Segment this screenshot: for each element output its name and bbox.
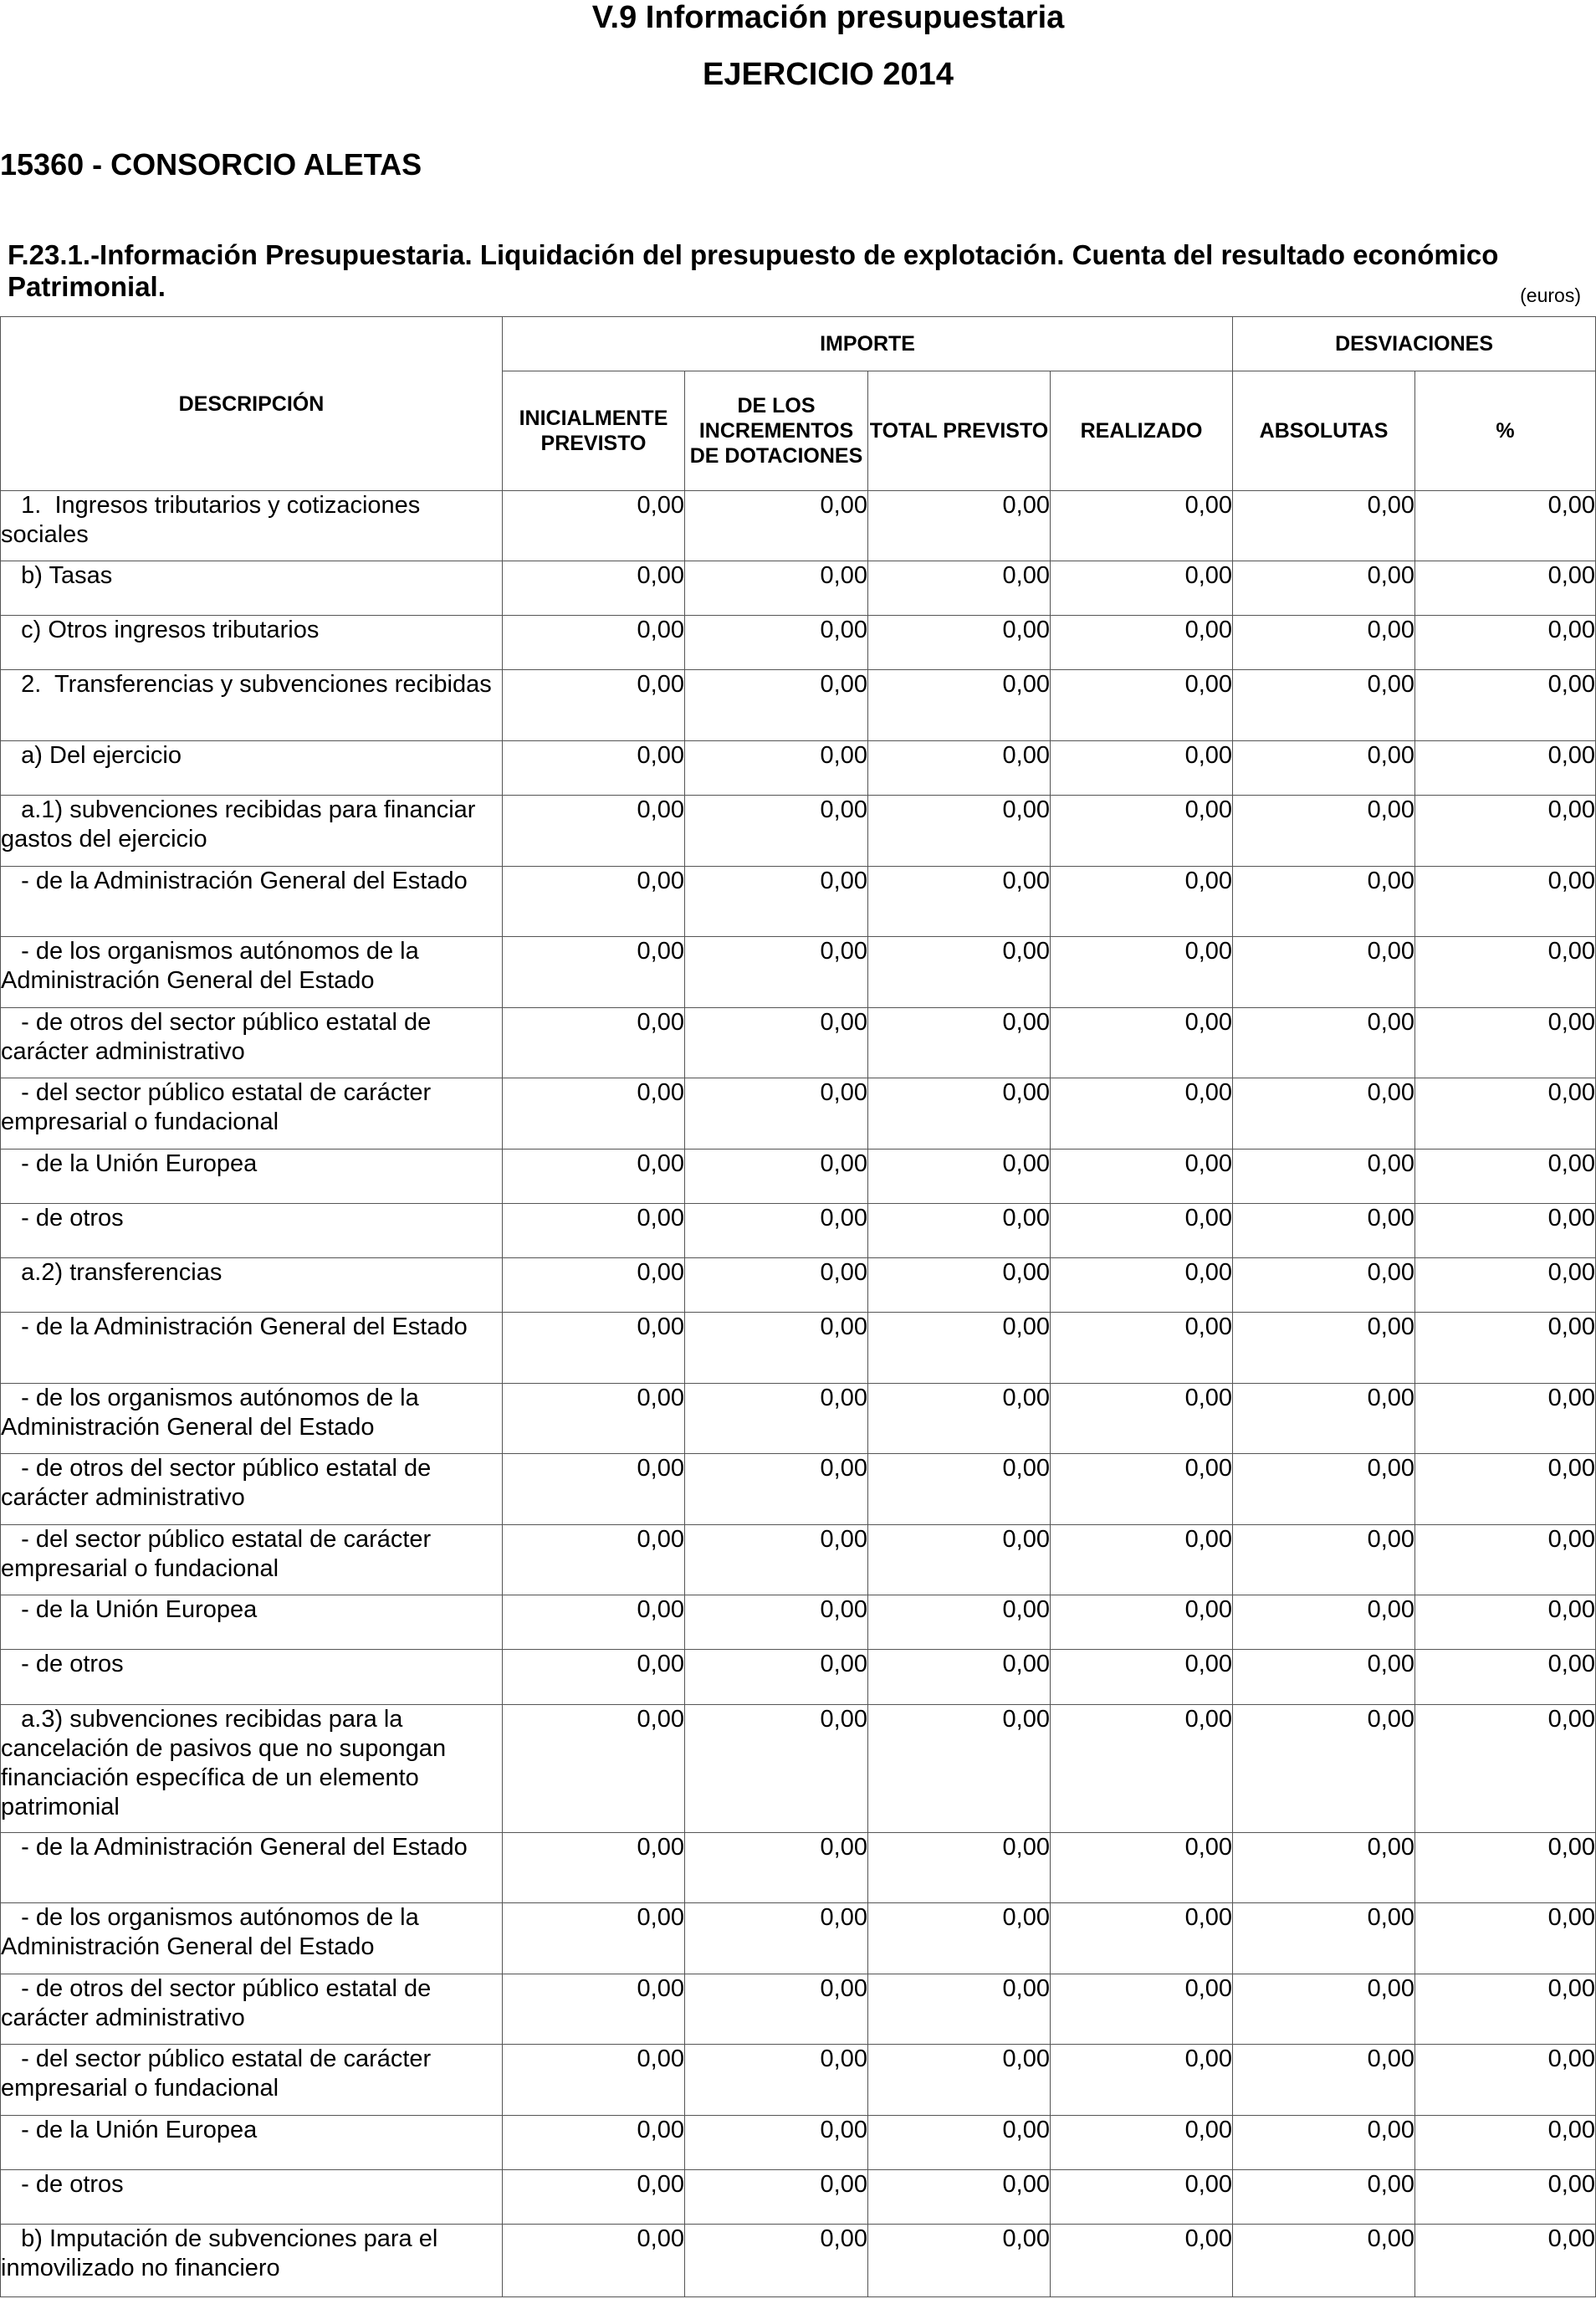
col-header-percent: %: [1415, 371, 1596, 491]
row-value: 0,00: [1233, 2116, 1415, 2170]
table-row: [1, 2116, 1596, 2170]
row-value: 0,00: [503, 1833, 685, 1903]
table-row: [1, 1705, 1596, 1833]
row-value: 0,00: [1051, 1595, 1233, 1650]
row-value: 0,00: [868, 2045, 1051, 2116]
row-value: 0,00: [685, 1078, 868, 1150]
row-description: - de otros del sector público estatal de carácter administrativo: [1, 1454, 503, 1525]
row-value: 0,00: [685, 2225, 868, 2297]
row-value: 0,00: [685, 1974, 868, 2045]
row-value: 0,00: [1415, 796, 1596, 867]
row-value: 0,00: [1051, 1384, 1233, 1454]
fiscal-year-title: EJERCICIO 2014: [703, 57, 954, 92]
row-description: a) Del ejercicio: [1, 741, 503, 796]
row-value: 0,00: [1415, 937, 1596, 1008]
col-header-total-previsto: TOTAL PREVISTO: [868, 371, 1051, 491]
row-value: 0,00: [1233, 1313, 1415, 1384]
row-value: 0,00: [1415, 1903, 1596, 1974]
row-value: 0,00: [868, 616, 1051, 670]
row-value: 0,00: [868, 1525, 1051, 1595]
row-value: 0,00: [503, 741, 685, 796]
row-value: 0,00: [1051, 2170, 1233, 2225]
row-value: 0,00: [685, 1008, 868, 1078]
row-value: 0,00: [868, 2170, 1051, 2225]
row-value: 0,00: [1233, 1384, 1415, 1454]
row-value: 0,00: [1233, 2045, 1415, 2116]
row-value: 0,00: [503, 937, 685, 1008]
table-row: [1, 616, 1596, 670]
table-row: [1, 1833, 1596, 1903]
col-header-descripcion: DESCRIPCIÓN: [1, 317, 503, 491]
row-value: 0,00: [685, 1384, 868, 1454]
row-value: 0,00: [1233, 1454, 1415, 1525]
row-description: - del sector público estatal de carácter empresarial o fundacional: [1, 2045, 503, 2116]
row-value: 0,00: [685, 1150, 868, 1204]
row-value: 0,00: [685, 1650, 868, 1705]
row-value: 0,00: [503, 561, 685, 616]
row-description: - de otros: [1, 2170, 503, 2225]
table-row: [1, 867, 1596, 937]
row-value: 0,00: [503, 796, 685, 867]
row-value: 0,00: [503, 1974, 685, 2045]
row-value: 0,00: [868, 1705, 1051, 1833]
row-value: 0,00: [685, 2170, 868, 2225]
row-value: 0,00: [685, 1903, 868, 1974]
row-value: 0,00: [1415, 2225, 1596, 2297]
row-value: 0,00: [685, 1833, 868, 1903]
row-description: a.3) subvenciones recibidas para la cancelación de pasivos que no supongan financiación específica de un elemento patrimonial: [1, 1705, 503, 1833]
group-header-importe: IMPORTE: [503, 317, 1233, 371]
row-value: 0,00: [503, 1384, 685, 1454]
row-value: 0,00: [685, 796, 868, 867]
row-value: 0,00: [685, 670, 868, 741]
row-value: 0,00: [1233, 1903, 1415, 1974]
row-value: 0,00: [1051, 1833, 1233, 1903]
currency-unit: (euros): [1520, 284, 1581, 306]
row-value: 0,00: [1233, 1595, 1415, 1650]
row-value: 0,00: [1415, 1258, 1596, 1313]
row-description: 2. Transferencias y subvenciones recibidas: [1, 670, 503, 741]
row-description: - del sector público estatal de carácter empresarial o fundacional: [1, 1078, 503, 1150]
row-value: 0,00: [1233, 741, 1415, 796]
row-value: 0,00: [1233, 2225, 1415, 2297]
row-value: 0,00: [868, 867, 1051, 937]
row-value: 0,00: [685, 2116, 868, 2170]
row-value: 0,00: [503, 2045, 685, 2116]
row-value: 0,00: [868, 670, 1051, 741]
row-value: 0,00: [1051, 1313, 1233, 1384]
entity-name: 15360 - CONSORCIO ALETAS: [0, 147, 422, 182]
row-value: 0,00: [1233, 1705, 1415, 1833]
table-row: [1, 2170, 1596, 2225]
table-row: [1, 937, 1596, 1008]
row-value: 0,00: [1233, 1008, 1415, 1078]
row-value: 0,00: [1051, 2116, 1233, 2170]
row-value: 0,00: [503, 1204, 685, 1258]
row-value: 0,00: [1051, 1204, 1233, 1258]
row-value: 0,00: [503, 670, 685, 741]
row-value: 0,00: [1051, 2225, 1233, 2297]
row-value: 0,00: [503, 1313, 685, 1384]
row-value: 0,00: [1415, 1650, 1596, 1705]
row-value: 0,00: [868, 1454, 1051, 1525]
row-value: 0,00: [868, 1078, 1051, 1150]
row-value: 0,00: [685, 1454, 868, 1525]
row-description: - de otros: [1, 1650, 503, 1705]
row-value: 0,00: [685, 937, 868, 1008]
table-row: [1, 1384, 1596, 1454]
row-value: 0,00: [1415, 1525, 1596, 1595]
row-value: 0,00: [503, 2170, 685, 2225]
row-value: 0,00: [503, 1595, 685, 1650]
row-value: 0,00: [868, 2116, 1051, 2170]
row-description: b) Imputación de subvenciones para el inmovilizado no financiero: [1, 2225, 503, 2297]
row-value: 0,00: [1051, 1705, 1233, 1833]
row-value: 0,00: [503, 1705, 685, 1833]
row-value: 0,00: [868, 1008, 1051, 1078]
row-value: 0,00: [868, 1204, 1051, 1258]
row-description: a.2) transferencias: [1, 1258, 503, 1313]
row-value: 0,00: [1051, 937, 1233, 1008]
table-row: [1, 1525, 1596, 1595]
row-description: - de otros: [1, 1204, 503, 1258]
row-value: 0,00: [503, 2116, 685, 2170]
row-value: 0,00: [868, 796, 1051, 867]
row-description: - de la Administración General del Estado: [1, 867, 503, 937]
table-row: [1, 1974, 1596, 2045]
row-value: 0,00: [1415, 561, 1596, 616]
row-value: 0,00: [685, 1258, 868, 1313]
row-value: 0,00: [1051, 1650, 1233, 1705]
table-row: [1, 1903, 1596, 1974]
row-value: 0,00: [685, 1204, 868, 1258]
row-value: 0,00: [1051, 867, 1233, 937]
row-value: 0,00: [1051, 491, 1233, 561]
page-title: V.9 Información presupuestaria: [591, 0, 1065, 35]
row-value: 0,00: [1415, 2045, 1596, 2116]
table-row: [1, 1595, 1596, 1650]
table-row: [1, 1150, 1596, 1204]
row-value: 0,00: [503, 1650, 685, 1705]
row-value: 0,00: [685, 1595, 868, 1650]
row-value: 0,00: [868, 1384, 1051, 1454]
row-description: - de la Administración General del Estado: [1, 1313, 503, 1384]
row-value: 0,00: [868, 2225, 1051, 2297]
row-value: 0,00: [1233, 1650, 1415, 1705]
row-value: 0,00: [868, 741, 1051, 796]
table-row: [1, 1008, 1596, 1078]
col-header-incrementos-dotaciones: DE LOS INCREMENTOS DE DOTACIONES: [685, 371, 868, 491]
table-row: [1, 2225, 1596, 2297]
table-body: [1, 491, 1596, 2297]
row-value: 0,00: [868, 1974, 1051, 2045]
row-value: 0,00: [1233, 1833, 1415, 1903]
table-row: [1, 1078, 1596, 1150]
row-value: 0,00: [503, 1078, 685, 1150]
table-row: [1, 2045, 1596, 2116]
group-header-desviaciones: DESVIACIONES: [1233, 317, 1596, 371]
table-row: [1, 491, 1596, 561]
row-description: - de otros del sector público estatal de carácter administrativo: [1, 1974, 503, 2045]
row-value: 0,00: [1233, 1525, 1415, 1595]
row-value: 0,00: [1233, 616, 1415, 670]
row-description: c) Otros ingresos tributarios: [1, 616, 503, 670]
row-value: 0,00: [1051, 1008, 1233, 1078]
row-value: 0,00: [1415, 491, 1596, 561]
row-description: a.1) subvenciones recibidas para financiar gastos del ejercicio: [1, 796, 503, 867]
row-value: 0,00: [1233, 937, 1415, 1008]
row-value: 0,00: [1415, 1595, 1596, 1650]
row-value: 0,00: [868, 1150, 1051, 1204]
row-value: 0,00: [1051, 1454, 1233, 1525]
row-description: - de otros del sector público estatal de carácter administrativo: [1, 1008, 503, 1078]
row-value: 0,00: [503, 1258, 685, 1313]
row-value: 0,00: [1233, 1204, 1415, 1258]
row-value: 0,00: [1415, 616, 1596, 670]
row-value: 0,00: [685, 1705, 868, 1833]
row-value: 0,00: [1051, 2045, 1233, 2116]
row-value: 0,00: [1233, 561, 1415, 616]
row-value: 0,00: [1051, 1974, 1233, 2045]
row-value: 0,00: [685, 1525, 868, 1595]
table-row: [1, 1454, 1596, 1525]
table-row: [1, 1650, 1596, 1705]
row-description: - de la Unión Europea: [1, 2116, 503, 2170]
table-row: [1, 1313, 1596, 1384]
row-value: 0,00: [1233, 1078, 1415, 1150]
row-value: 0,00: [1415, 1150, 1596, 1204]
row-value: 0,00: [685, 561, 868, 616]
col-header-realizado: REALIZADO: [1051, 371, 1233, 491]
col-header-absolutas: ABSOLUTAS: [1233, 371, 1415, 491]
table-row: [1, 1258, 1596, 1313]
row-value: 0,00: [503, 1454, 685, 1525]
row-value: 0,00: [685, 2045, 868, 2116]
row-value: 0,00: [1051, 741, 1233, 796]
row-value: 0,00: [1233, 1150, 1415, 1204]
budget-table: [0, 316, 1596, 2297]
row-value: 0,00: [868, 1595, 1051, 1650]
row-description: - de los organismos autónomos de la Administración General del Estado: [1, 1384, 503, 1454]
row-value: 0,00: [1233, 867, 1415, 937]
row-value: 0,00: [1415, 741, 1596, 796]
row-value: 0,00: [1415, 2170, 1596, 2225]
row-value: 0,00: [1415, 2116, 1596, 2170]
row-value: 0,00: [1415, 867, 1596, 937]
row-value: 0,00: [868, 1903, 1051, 1974]
row-description: - de los organismos autónomos de la Administración General del Estado: [1, 1903, 503, 1974]
row-value: 0,00: [685, 867, 868, 937]
row-value: 0,00: [1233, 2170, 1415, 2225]
table-row: [1, 670, 1596, 741]
table-row: [1, 561, 1596, 616]
row-description: - de la Unión Europea: [1, 1595, 503, 1650]
row-value: 0,00: [1415, 1313, 1596, 1384]
row-description: - de los organismos autónomos de la Administración General del Estado: [1, 937, 503, 1008]
row-value: 0,00: [503, 1150, 685, 1204]
row-value: 0,00: [685, 1313, 868, 1384]
col-header-inicialmente-previsto: INICIALMENTE PREVISTO: [503, 371, 685, 491]
row-value: 0,00: [1051, 796, 1233, 867]
row-value: 0,00: [868, 561, 1051, 616]
row-value: 0,00: [1051, 561, 1233, 616]
row-value: 0,00: [1415, 1384, 1596, 1454]
row-value: 0,00: [1415, 1705, 1596, 1833]
row-value: 0,00: [868, 1650, 1051, 1705]
section-title: F.23.1.-Información Presupuestaria. Liquidación del presupuesto de explotación. Cuenta del resultado económico Patrimonial.: [8, 239, 1499, 302]
row-value: 0,00: [1233, 670, 1415, 741]
row-value: 0,00: [1233, 491, 1415, 561]
row-description: - de la Administración General del Estado: [1, 1833, 503, 1903]
row-value: 0,00: [1051, 616, 1233, 670]
row-value: 0,00: [868, 1258, 1051, 1313]
row-value: 0,00: [1051, 1078, 1233, 1150]
row-value: 0,00: [1415, 670, 1596, 741]
row-value: 0,00: [1051, 1150, 1233, 1204]
row-value: 0,00: [1415, 1454, 1596, 1525]
row-value: 0,00: [685, 616, 868, 670]
row-value: 0,00: [1233, 1974, 1415, 2045]
row-value: 0,00: [503, 1525, 685, 1595]
row-value: 0,00: [1051, 670, 1233, 741]
table-row: [1, 796, 1596, 867]
row-value: 0,00: [1415, 1078, 1596, 1150]
row-value: 0,00: [685, 491, 868, 561]
row-value: 0,00: [503, 2225, 685, 2297]
row-value: 0,00: [1051, 1258, 1233, 1313]
row-value: 0,00: [868, 491, 1051, 561]
row-value: 0,00: [1051, 1903, 1233, 1974]
row-value: 0,00: [868, 1833, 1051, 1903]
row-description: 1. Ingresos tributarios y cotizaciones sociales: [1, 491, 503, 561]
row-value: 0,00: [1233, 1258, 1415, 1313]
table-row: [1, 1204, 1596, 1258]
row-value: 0,00: [868, 1313, 1051, 1384]
row-description: - del sector público estatal de carácter empresarial o fundacional: [1, 1525, 503, 1595]
row-value: 0,00: [1415, 1974, 1596, 2045]
table-row: [1, 741, 1596, 796]
row-value: 0,00: [1415, 1008, 1596, 1078]
row-value: 0,00: [685, 741, 868, 796]
row-value: 0,00: [503, 491, 685, 561]
row-value: 0,00: [503, 616, 685, 670]
row-value: 0,00: [1233, 796, 1415, 867]
row-value: 0,00: [503, 867, 685, 937]
row-value: 0,00: [1415, 1833, 1596, 1903]
row-description: - de la Unión Europea: [1, 1150, 503, 1204]
row-description: b) Tasas: [1, 561, 503, 616]
row-value: 0,00: [1415, 1204, 1596, 1258]
row-value: 0,00: [868, 937, 1051, 1008]
row-value: 0,00: [1051, 1525, 1233, 1595]
row-value: 0,00: [503, 1903, 685, 1974]
row-value: 0,00: [503, 1008, 685, 1078]
